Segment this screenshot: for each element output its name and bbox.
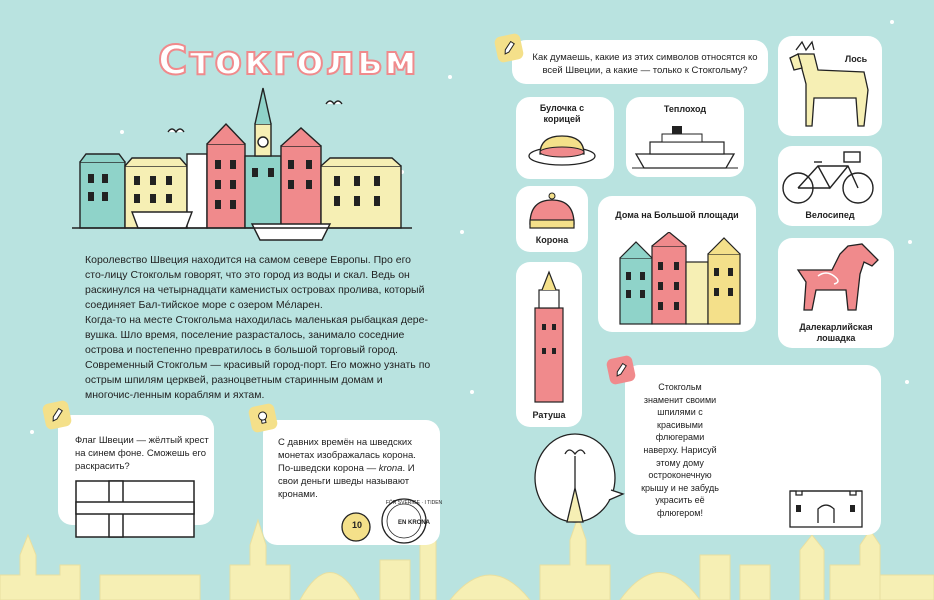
pencil-icon <box>606 355 637 386</box>
swedish-flag-outline[interactable] <box>75 480 195 538</box>
weathervane-bubble <box>525 430 625 530</box>
coin-ten-label: 10 <box>351 520 362 530</box>
coin-krona-label: EN KRONA <box>397 520 430 526</box>
dala-horse-icon <box>792 240 882 314</box>
steamship-icon <box>632 120 738 172</box>
cityhall-label: Ратуша <box>532 410 566 420</box>
snow-dot <box>448 75 452 79</box>
flag-task-text: Флаг Швеции — жёлтый крест на синем фоне. Сможешь его раскрасить? <box>75 435 209 472</box>
intro-paragraph-1: Королевство Швеция находится на самом севере Европы. Про его сто-лицу Стокгольм говорят, что это город из воды и скал. Ведь он раскинулся на четырнадцати каменистых островах пролива, который соединяет Бал-тийское море с озером Мéларен. <box>85 254 425 311</box>
pencil-icon <box>42 400 73 431</box>
krona-word: krona <box>378 463 403 474</box>
horse-label: Далекарлийская лошадка <box>799 322 873 343</box>
city-illustration <box>72 84 412 244</box>
ship-label: Теплоход <box>663 104 707 114</box>
bun-label: Булочка с корицей <box>539 103 585 124</box>
crown-icon <box>524 190 580 232</box>
snow-dot <box>908 240 912 244</box>
crown-label: Корона <box>535 235 569 245</box>
page-title: Стокгольм <box>158 38 419 84</box>
moose-label: Лось <box>844 54 868 64</box>
snow-dot <box>890 20 894 24</box>
big-square-houses-icon <box>616 232 744 326</box>
house-to-draw-outline[interactable] <box>786 487 866 529</box>
lightbulb-icon <box>248 403 279 434</box>
city-hall-tower-icon <box>526 268 572 404</box>
snow-dot <box>905 380 909 384</box>
intro-paragraph-2: Когда-то на месте Стокгольма находилась маленькая рыбацкая дере-вушка. Шло время, поселение разрасталось, занимало соседние острова и постепенно превратилось в большой торговый город. <box>85 314 428 356</box>
bicycle-icon <box>778 148 882 208</box>
bicycle-label: Велосипед <box>805 210 855 220</box>
pencil-icon <box>494 33 525 64</box>
snow-dot <box>460 230 464 234</box>
snow-dot <box>30 430 34 434</box>
draw-task-text: Стокгольм знаменит своими шпилями с красивыми флюгерами наверху. Нарисуй этому дому остроконечную крышу и не забудь украсить её флюгером! <box>641 382 719 518</box>
coin-task-text: С давних времён на шведских монетах изображалась корона. По-шведски корона — krona. И свои деньги шведы называют кронами. <box>278 437 416 500</box>
question-text: Как думаешь, какие из этих символов относятся ко всей Швеции, а какие — только к Стокгольму? <box>532 52 758 76</box>
intro-text <box>85 253 433 403</box>
cinnamon-bun-icon <box>526 128 598 168</box>
intro-paragraph-3: Современный Стокгольм — красивый город-порт. Его можно узнать по острым шпилям церквей, разноцветным старинным домам и многочис-ленным кораблям и яхтам. <box>85 359 431 401</box>
coin-krona-top-text: FÖR SVERIGE · I TIDEN <box>385 500 443 506</box>
snow-dot <box>470 390 474 394</box>
houses-label: Дома на Большой площади <box>615 210 739 220</box>
